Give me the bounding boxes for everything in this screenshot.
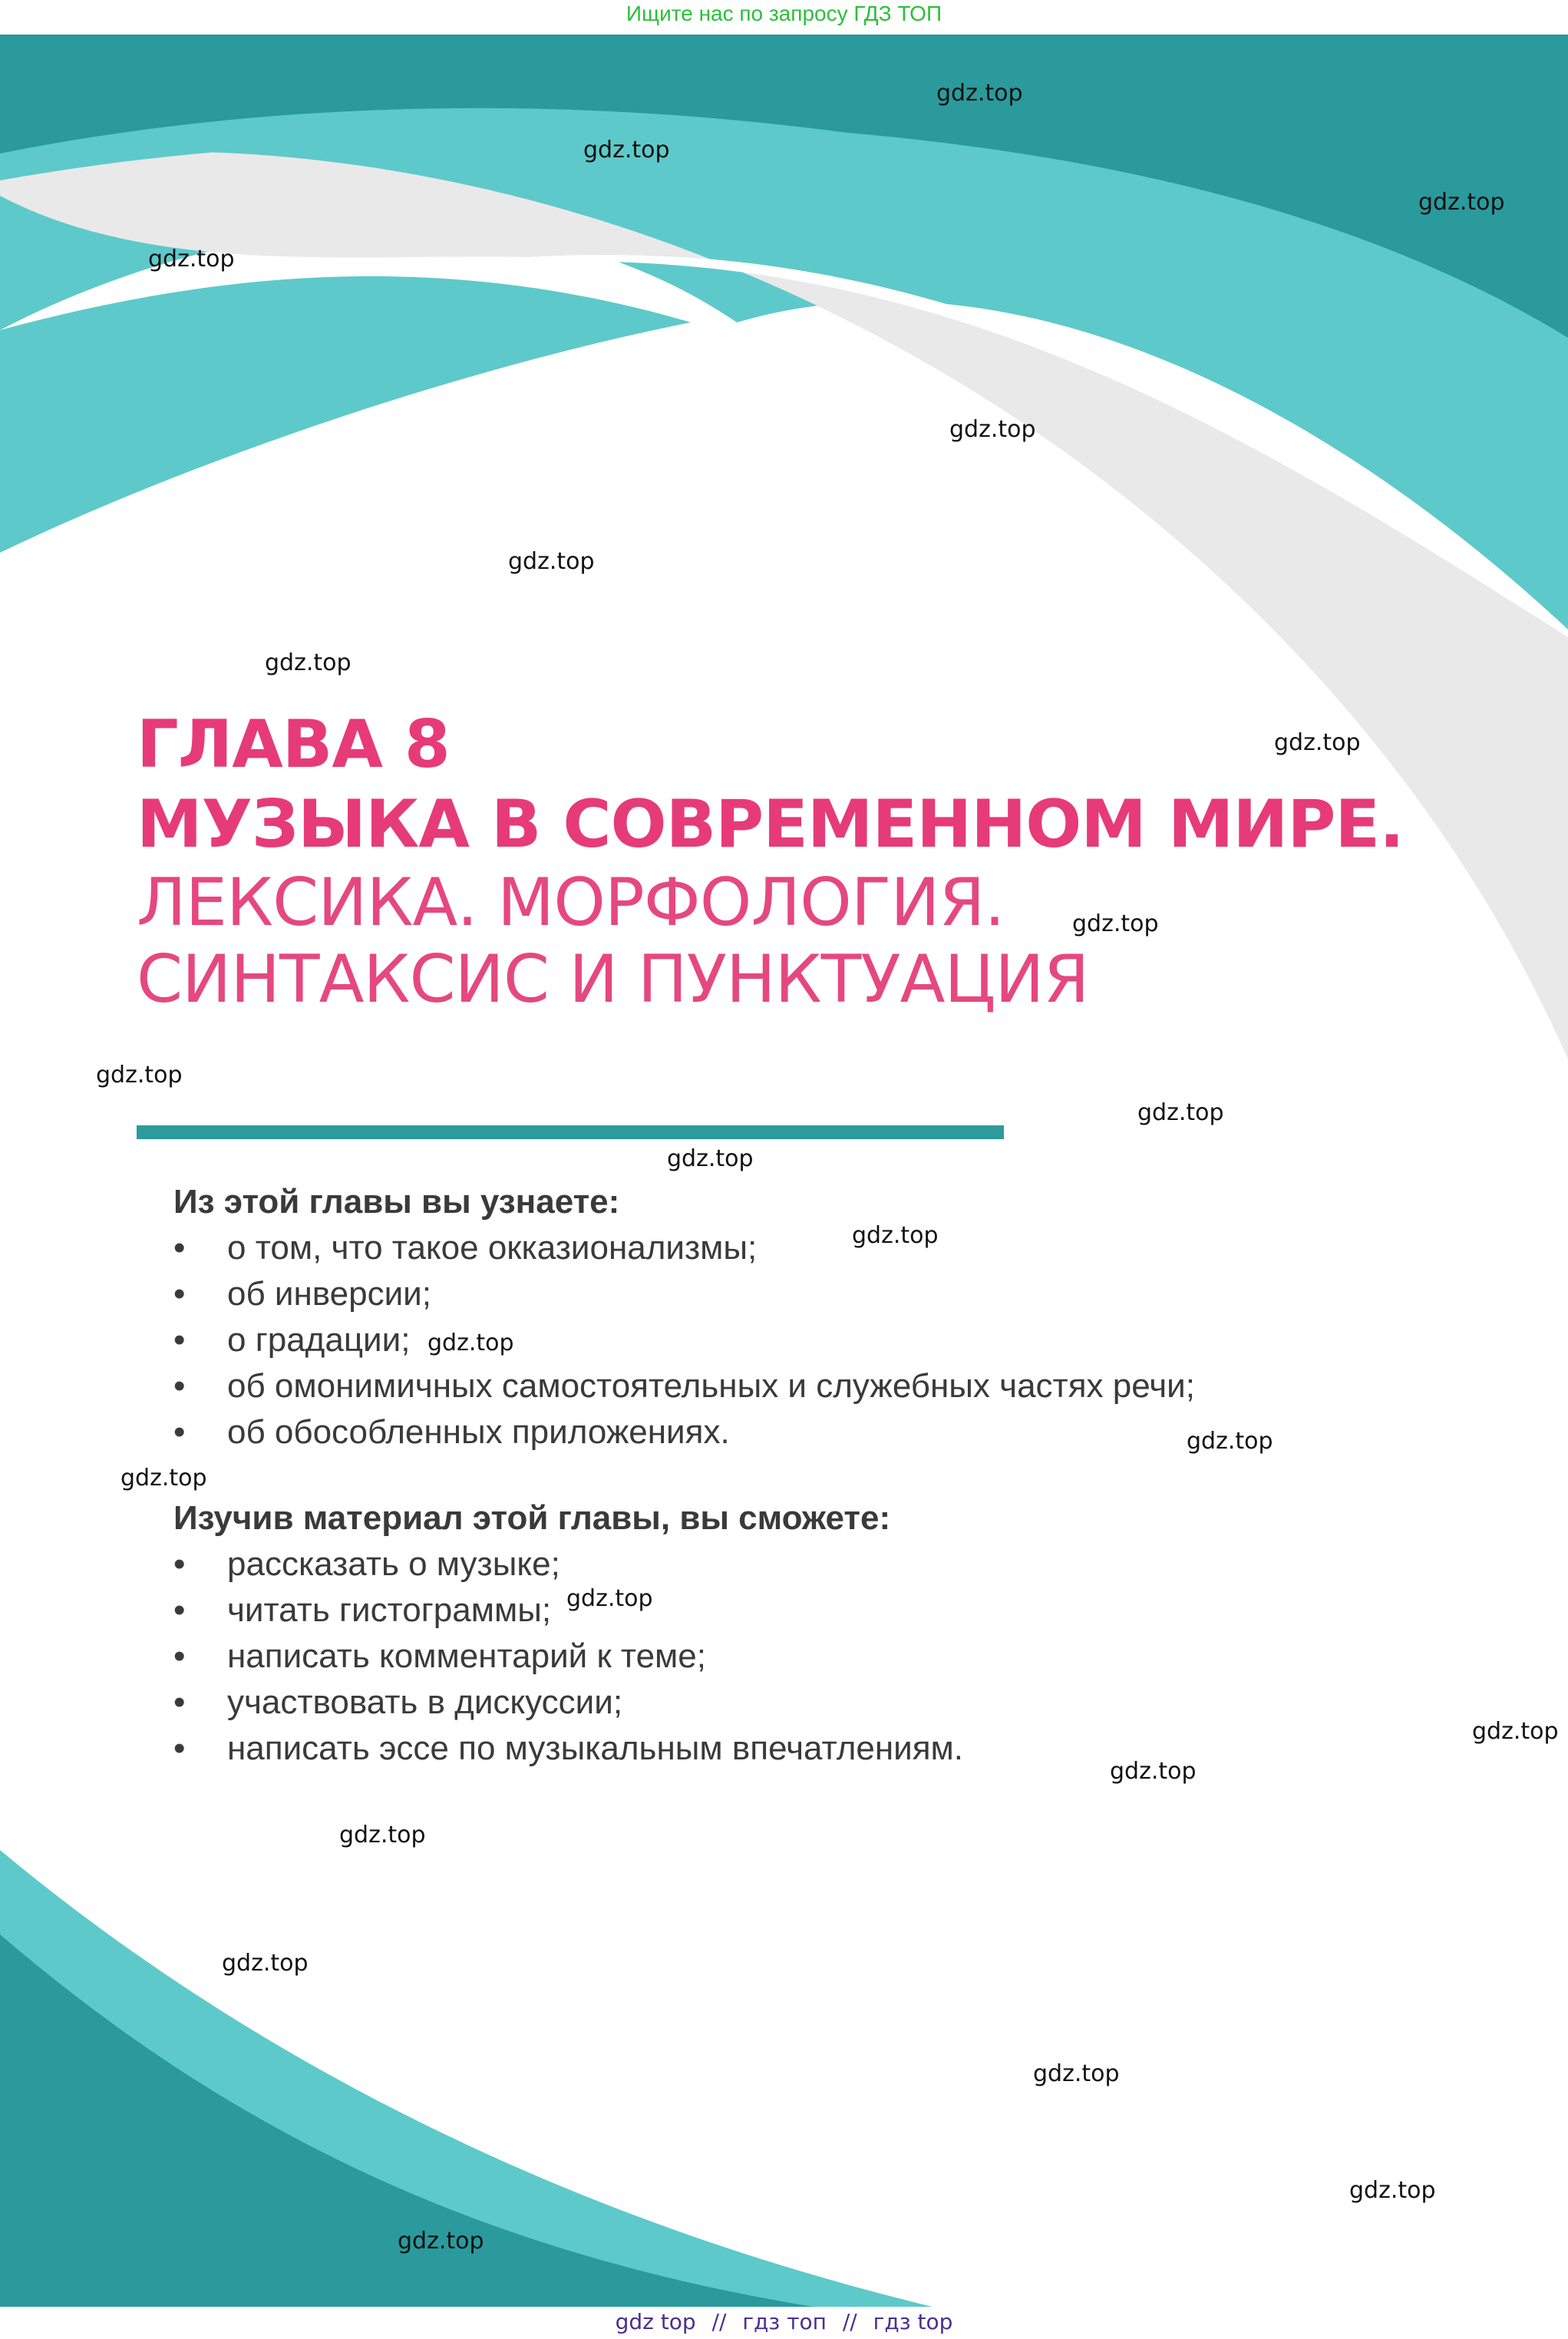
- watermark: gdz.top: [222, 1950, 309, 1977]
- watermark: gdz.top: [1472, 1718, 1559, 1745]
- skills-heading: Изучив материал этой главы, вы сможете:: [173, 1499, 891, 1537]
- watermark: gdz.top: [1110, 1758, 1197, 1785]
- watermark: gdz.top: [1418, 189, 1505, 216]
- top-banner: Ищите нас по запросу ГДЗ ТОП: [626, 2, 942, 25]
- watermark: gdz.top: [583, 137, 670, 164]
- chapter-title-block: [137, 705, 1404, 1018]
- watermark: gdz.top: [1274, 729, 1361, 756]
- bullet-icon: •: [173, 1683, 186, 1721]
- watermark: gdz.top: [1349, 2177, 1436, 2204]
- bullet-icon: •: [173, 1545, 186, 1583]
- watermark: gdz.top: [120, 1465, 207, 1492]
- watermark: gdz.top: [96, 1062, 183, 1089]
- watermark: gdz.top: [1033, 2060, 1120, 2087]
- watermark: gdz.top: [566, 1585, 653, 1612]
- learn-heading: Из этой главы вы узнаете:: [173, 1183, 620, 1221]
- bullet-icon: •: [173, 1275, 186, 1313]
- bullet-icon: •: [173, 1637, 186, 1675]
- bullet-icon: •: [173, 1229, 186, 1267]
- bullet-icon: •: [173, 1591, 186, 1629]
- watermark: gdz.top: [852, 1222, 939, 1249]
- watermark: gdz.top: [339, 1822, 426, 1848]
- chapter-theme: МУЗЫКА В СОВРЕМЕННОМ МИРЕ.: [137, 786, 1404, 863]
- chapter-subtitle-line-1: ЛЕКСИКА. МОРФОЛОГИЯ.: [137, 864, 1005, 941]
- list-item: • рассказать о музыке;: [173, 1541, 1325, 1587]
- footer-separator: //: [842, 2309, 857, 2334]
- watermark: gdz.top: [508, 548, 595, 575]
- learn-list: [173, 1225, 1325, 1455]
- chapter-goals: [173, 1179, 1325, 1772]
- chapter-number: ГЛАВА 8: [137, 706, 450, 783]
- bullet-icon: •: [173, 1367, 186, 1405]
- bullet-icon: •: [173, 1729, 186, 1767]
- footer-link[interactable]: гдз top: [873, 2309, 953, 2334]
- list-item: • написать комментарий к теме;: [173, 1634, 1325, 1680]
- list-item: • о том, что такое окказионализмы;: [173, 1225, 1325, 1271]
- watermark: gdz.top: [1187, 1428, 1273, 1455]
- top-wave-light-left: [0, 276, 691, 553]
- footer-link[interactable]: гдз топ: [742, 2309, 827, 2334]
- list-item: • написать эссе по музыкальным впечатлениям.: [173, 1726, 1325, 1772]
- footer-separator: //: [711, 2309, 727, 2334]
- watermark: gdz.top: [936, 80, 1023, 107]
- watermark: gdz.top: [1072, 910, 1159, 937]
- list-item: • читать гистограммы;: [173, 1587, 1325, 1634]
- watermark: gdz.top: [427, 1330, 514, 1356]
- watermark: gdz.top: [148, 246, 235, 273]
- watermark: gdz.top: [949, 416, 1036, 443]
- chapter-subtitle-line-2: СИНТАКСИС И ПУНКТУАЦИЯ: [137, 941, 1089, 1018]
- list-item: • об обособленных приложениях.: [173, 1409, 1325, 1455]
- list-item: • об омонимичных самостоятельных и служебных частях речи;: [173, 1363, 1325, 1409]
- watermark: gdz.top: [667, 1145, 754, 1172]
- skills-list: [173, 1541, 1325, 1772]
- list-item: • о градации;: [173, 1317, 1325, 1363]
- watermark: gdz.top: [398, 2228, 484, 2255]
- bullet-icon: •: [173, 1321, 186, 1359]
- list-item: • об инверсии;: [173, 1271, 1325, 1317]
- footer-links: [0, 2309, 1568, 2334]
- watermark: gdz.top: [265, 649, 352, 676]
- bullet-icon: •: [173, 1413, 186, 1451]
- divider-bar: [137, 1125, 1004, 1139]
- watermark: gdz.top: [1137, 1099, 1224, 1126]
- list-item: • участвовать в дискуссии;: [173, 1680, 1325, 1726]
- footer-link[interactable]: gdz top: [615, 2309, 696, 2334]
